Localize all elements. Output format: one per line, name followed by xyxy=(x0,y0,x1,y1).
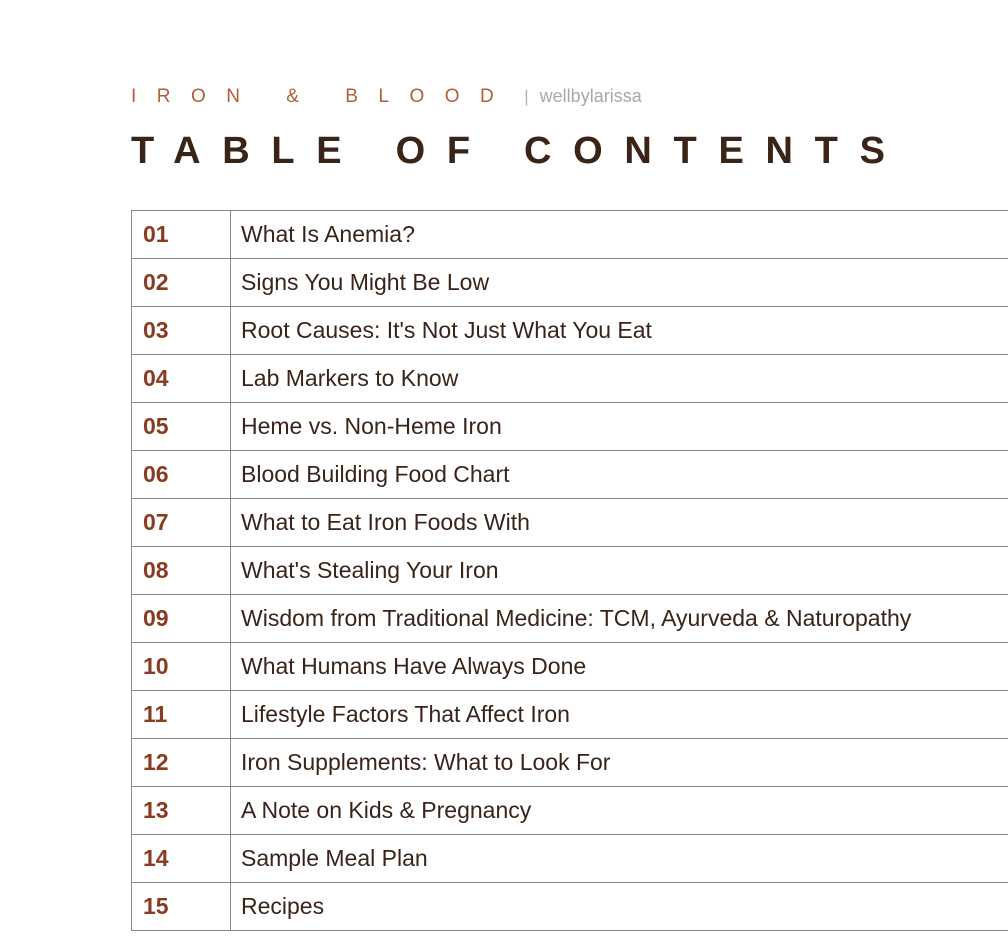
toc-entry-label: What's Stealing Your Iron xyxy=(241,557,499,583)
toc-row xyxy=(132,691,1008,739)
toc-entry-label: What to Eat Iron Foods With xyxy=(241,509,530,535)
header-separator: | xyxy=(524,87,529,106)
toc-number: 02 xyxy=(132,259,231,306)
toc-row xyxy=(132,451,1008,499)
toc-entry-label: Lifestyle Factors That Affect Iron xyxy=(241,701,570,727)
toc-number: 10 xyxy=(132,643,231,690)
toc-entry-label: Signs You Might Be Low xyxy=(241,269,490,295)
toc-row xyxy=(132,259,1008,307)
toc-entry-label: Recipes xyxy=(241,893,325,919)
table-of-contents xyxy=(131,210,1008,931)
toc-number: 11 xyxy=(132,691,231,738)
toc-number: 14 xyxy=(132,835,231,882)
toc-entry-label: Sample Meal Plan xyxy=(241,845,428,871)
toc-entry-label: What Humans Have Always Done xyxy=(241,653,587,679)
toc-row xyxy=(132,883,1008,931)
toc-row xyxy=(132,739,1008,787)
toc-entry-label: Blood Building Food Chart xyxy=(241,461,510,487)
page-title: TABLE OF CONTENTS xyxy=(131,130,907,172)
toc-number: 01 xyxy=(132,211,231,258)
toc-entry-label: Lab Markers to Know xyxy=(241,365,459,391)
toc-row xyxy=(132,835,1008,883)
toc-number: 06 xyxy=(132,451,231,498)
toc-number: 03 xyxy=(132,307,231,354)
toc-number: 05 xyxy=(132,403,231,450)
toc-entry-label: Iron Supplements: What to Look For xyxy=(241,749,611,775)
toc-number: 08 xyxy=(132,547,231,594)
toc-row xyxy=(132,403,1008,451)
toc-number: 09 xyxy=(132,595,231,642)
toc-row xyxy=(132,547,1008,595)
toc-number: 07 xyxy=(132,499,231,546)
toc-number: 12 xyxy=(132,739,231,786)
toc-row xyxy=(132,307,1008,355)
toc-row xyxy=(132,499,1008,547)
document-header xyxy=(131,86,642,108)
toc-row xyxy=(132,595,1008,643)
toc-number: 13 xyxy=(132,787,231,834)
brand-name: IRON & BLOOD xyxy=(131,86,515,107)
toc-row xyxy=(132,643,1008,691)
toc-number: 15 xyxy=(132,883,231,930)
author-handle: wellbylarissa xyxy=(539,86,642,106)
toc-entry-label: What Is Anemia? xyxy=(241,221,415,247)
toc-row xyxy=(132,355,1008,403)
toc-entry-label: Heme vs. Non-Heme Iron xyxy=(241,413,502,439)
toc-entry-label: Root Causes: It's Not Just What You Eat xyxy=(241,317,652,343)
toc-row xyxy=(132,787,1008,835)
toc-number: 04 xyxy=(132,355,231,402)
toc-entry-label: A Note on Kids & Pregnancy xyxy=(241,797,532,823)
toc-row xyxy=(132,211,1008,259)
toc-entry-label: Wisdom from Traditional Medicine: TCM, Ayurveda & Naturopathy xyxy=(241,605,912,631)
